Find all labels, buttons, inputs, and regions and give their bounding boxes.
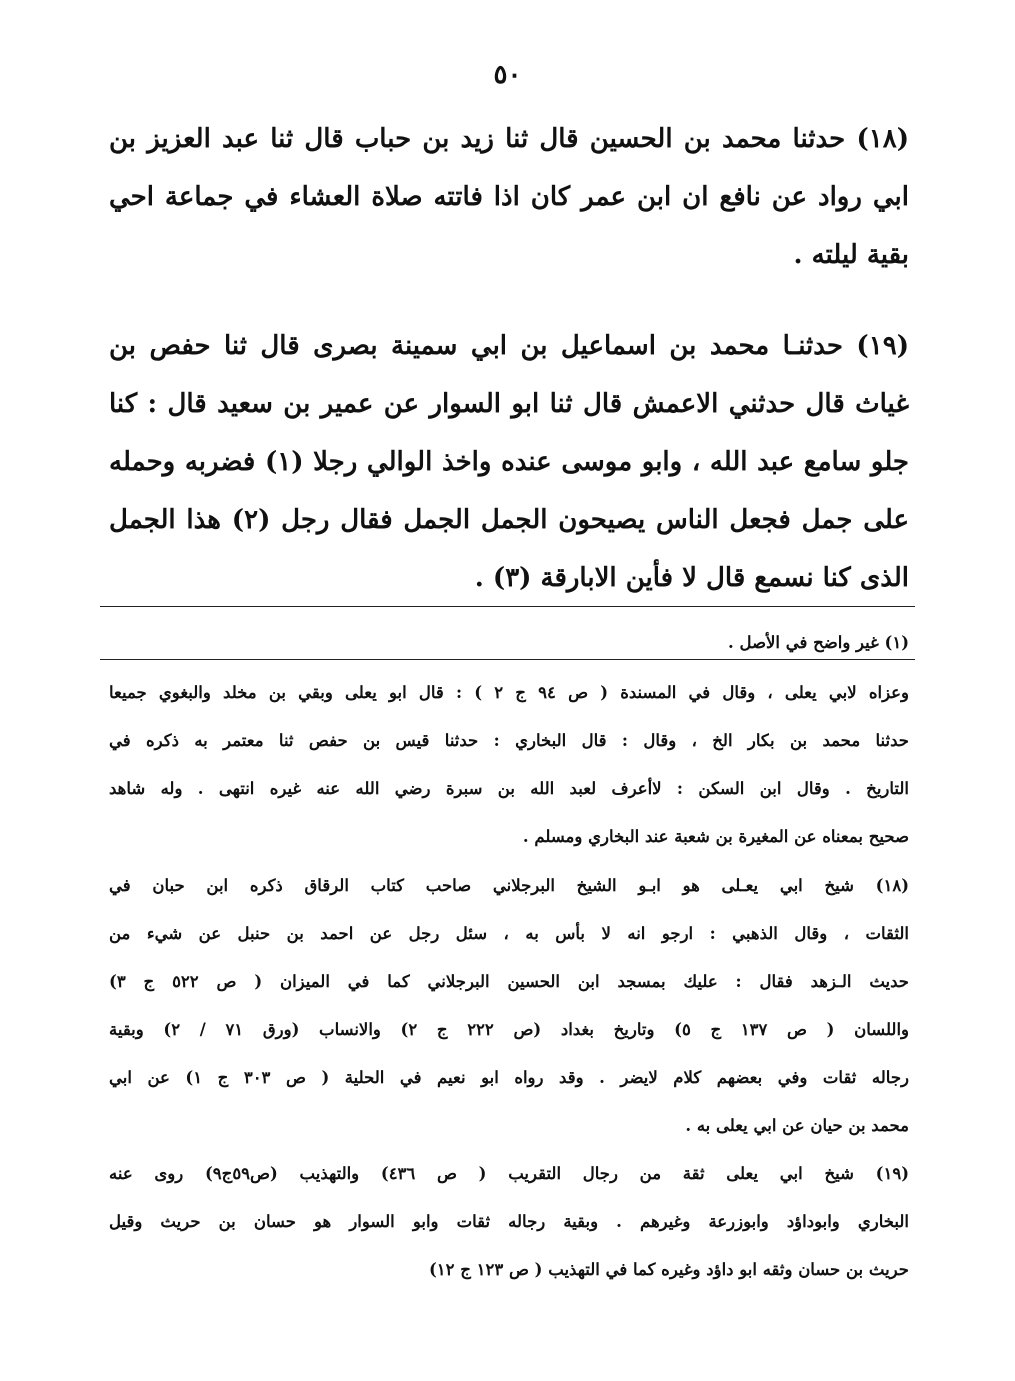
commentary-line: حريث بن حسان وثقه ابو داؤد وغيره كما في التهذيب ( ص ١٢٣ ج ١٢)	[428, 1260, 909, 1279]
commentary-line: وعزاه لابي يعلى ، وقال في المسندة ( ص ٩٤ ج ٢ ) : قال ابو يعلى وبقي بن مخلد والبغوي جميعا	[109, 683, 909, 702]
commentary-line: حدثنا محمد بن بكار الخ ، وقال : قال البخاري : حدثنا قيس بن حفص ثنا معتمر به ذكره في	[109, 731, 909, 750]
narration-line: ابي رواد عن نافع ان ابن عمر كان اذا فاتته صلاة العشاء في جماعة احي	[109, 182, 909, 212]
commentary-line: محمد بن حيان عن ابي يعلى به .	[685, 1116, 909, 1135]
commentary-line: (١٩) شيخ ابي يعلى ثقة من رجال التقريب ( ص ٤٣٦) والتهذيب (ص٥٩ج٩) روى عنه	[109, 1164, 909, 1183]
commentary-intro	[109, 669, 909, 861]
narration-line: (١٨) حدثنا محمد بن الحسين قال ثنا زيد بن حباب قال ثنا عبد العزيز بن	[109, 124, 909, 154]
commentary-19	[109, 1150, 909, 1294]
footnote-separator	[100, 606, 915, 607]
narration-line: الذى كنا نسمع قال لا فأين الابارقة (٣) .	[474, 563, 909, 593]
narration-line: على جمل فجعل الناس يصيحون الجمل الجمل فقال رجل (٢) هذا الجمل	[109, 505, 909, 535]
narration-line: (١٩) حدثنـا محمد بن اسماعيل بن ابي سمينة بصرى قال ثنا حفص بن	[109, 331, 909, 361]
commentary-line: صحيح بمعناه عن المغيرة بن شعبة عند البخاري ومسلم .	[522, 827, 909, 846]
narration-line: جلو سامع عبد الله ، وابو موسى عنده واخذ الوالي رجلا (١) فضربه وحمله	[109, 447, 909, 477]
footnote-line: (١) غير واضح في الأصل .	[727, 633, 909, 652]
page-number: ٥٠	[493, 60, 522, 90]
commentary-line: حديث الـزهد فقال : عليك بمسجد ابن الحسين البرجلاني كما في الميزان ( ص ٥٢٢ ج ٣)	[109, 972, 910, 991]
commentary-line: البخاري وابوداؤد وابوزرعة وغيرهم . وبقية رجاله ثقات وابو السوار هو حسان بن حريث وقيل	[109, 1212, 909, 1231]
narration-19	[109, 317, 909, 607]
commentary-18	[109, 862, 909, 1150]
commentary-line: واللسان ( ص ١٣٧ ج ٥) وتاريخ بغداد (ص ٢٢٢ ج ٢) والانساب (ورق ٧١ / ٢) وبقية	[109, 1020, 910, 1039]
commentary-line: التاريخ . وقال ابن السكن : لاأعرف لعبد الله بن سبرة رضي الله عنه غيره انتهى . وله شاهد	[109, 779, 909, 798]
commentary-line: (١٨) شيخ ابي يعـلى هو ابـو الشيخ البرجلاني صاحب كتاب الرقاق ذكره ابن حبان في	[109, 876, 909, 895]
commentary-separator	[100, 659, 915, 660]
narration-line: غياث قال حدثني الاعمش قال ثنا ابو السوار عن عمير بن سعيد قال : كنا	[109, 389, 909, 419]
narration-18	[109, 110, 909, 284]
narration-line: بقية ليلته .	[793, 240, 909, 270]
commentary-line: الثقات ، وقال الذهبي : ارجو انه لا بأس به ، سئل رجل عن احمد بن حنبل عن شيء من	[109, 924, 909, 943]
commentary-line: رجاله ثقات وفي بعضهم كلام لايضر . وقد رواه ابو نعيم في الحلية ( ص ٣٠٣ ج ١) عن ابي	[109, 1068, 909, 1087]
